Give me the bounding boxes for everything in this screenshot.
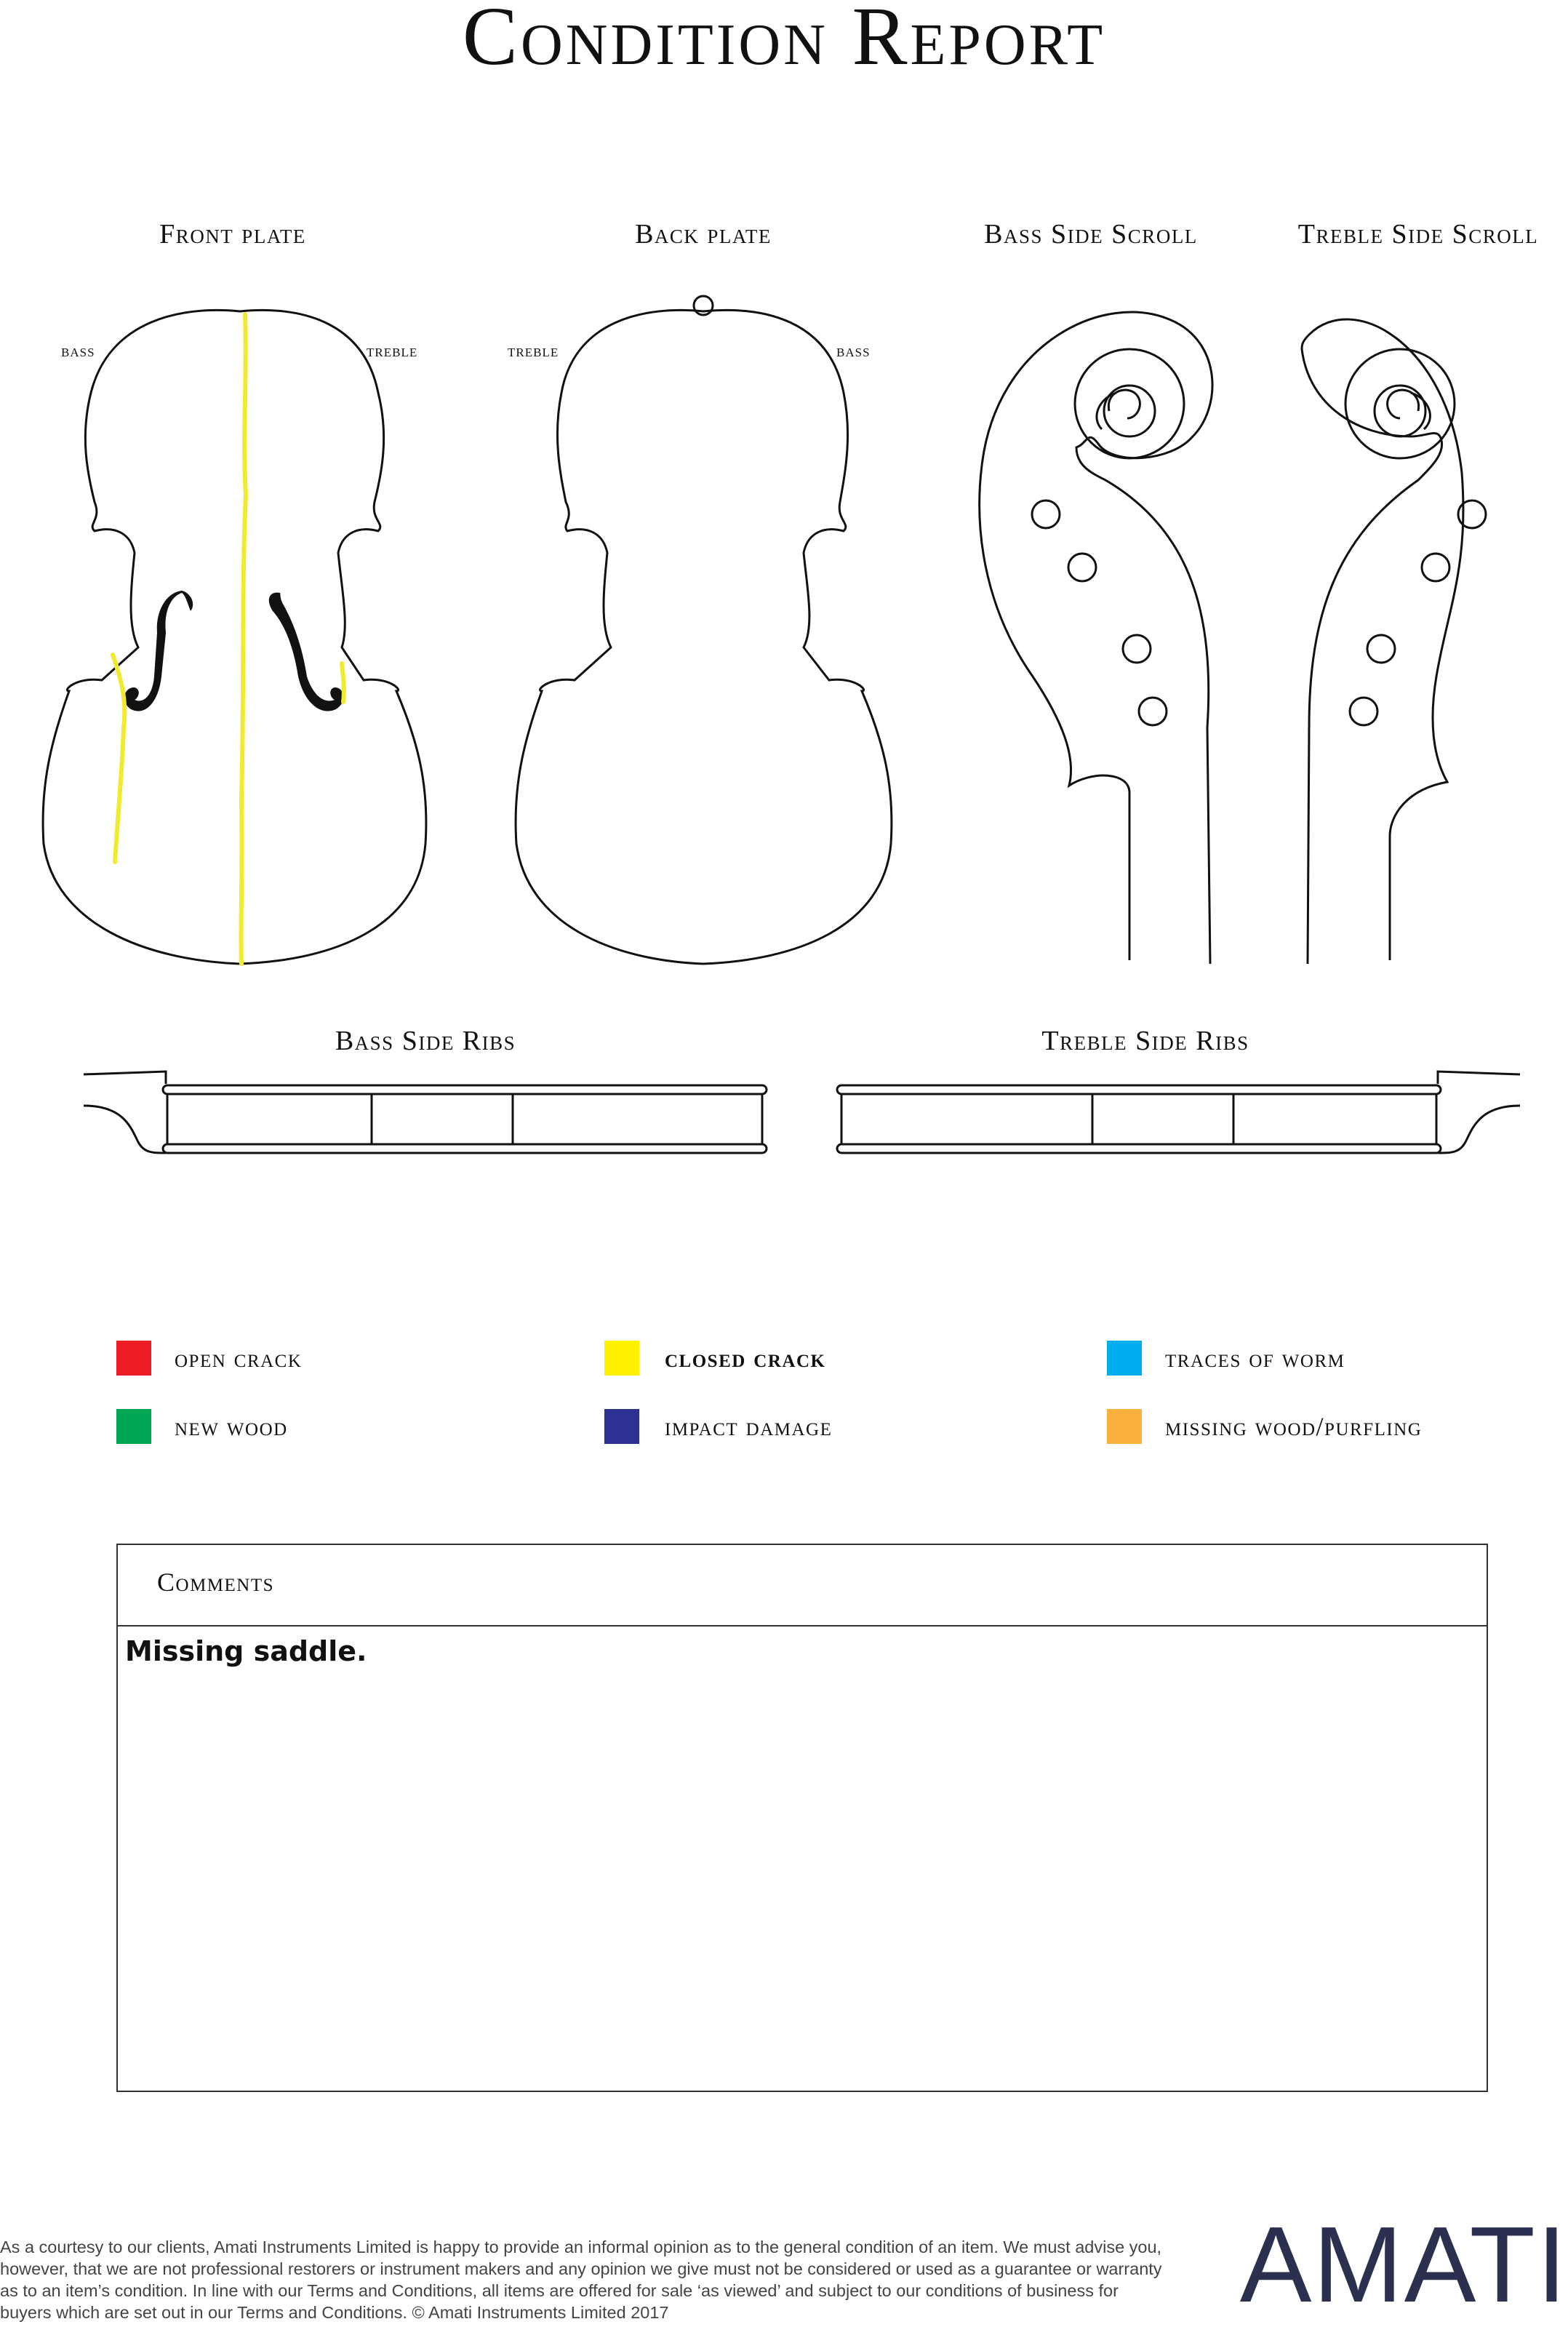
treble-side-ribs-label: Treble Side Ribs	[1041, 1026, 1249, 1056]
front-plate-label: Front plate	[159, 219, 306, 250]
back-treble-label: treble	[508, 342, 559, 361]
bass-side-ribs-label: Bass Side Ribs	[335, 1026, 516, 1056]
legend-swatch-traces-of-worm	[1107, 1341, 1142, 1376]
treble-side-scroll-label: Treble Side Scroll	[1297, 219, 1539, 250]
legend-label-new-wood: new wood	[175, 1412, 288, 1441]
closed-crack-markings	[113, 314, 344, 964]
front-plate-outline	[43, 310, 426, 964]
bass-side-ribs-outline	[84, 1071, 767, 1153]
bass-side-scroll-outline	[980, 312, 1212, 964]
legend-label-closed-crack: closed crack	[665, 1344, 826, 1373]
legend-label-impact-damage: impact damage	[665, 1412, 833, 1441]
back-plate-outline	[516, 296, 892, 964]
comments-text: Missing saddle.	[125, 1635, 367, 1667]
back-bass-label: bass	[836, 342, 871, 361]
treble-side-ribs-outline	[837, 1071, 1520, 1153]
disclaimer-text: As a courtesy to our clients, Amati Instruments Limited is happy to provide an informal opinion as to the general condition of an item. We must advise you, however, that we are not professional restorers or instrument makers and any opinion we give must not be considered or used as a guarantee or warranty as to an item’s condition. In line with our Terms and Conditions, all items are offered for sale ‘as viewed’ and subject to our conditions of business for buyers which are set out in our Terms and Conditions. © Amati Instruments Limited 2017	[0, 2238, 1162, 2322]
back-plate-label: Back plate	[635, 219, 772, 250]
comments-header	[118, 1545, 1487, 1626]
legend-swatch-open-crack	[116, 1341, 151, 1376]
front-bass-label: bass	[61, 342, 95, 361]
legend-label-open-crack: open crack	[175, 1344, 303, 1373]
amati-logo: AMATI	[1239, 2205, 1568, 2325]
legend-swatch-new-wood	[116, 1409, 151, 1444]
bass-side-scroll-label: Bass Side Scroll	[984, 219, 1198, 250]
legend-swatch-missing-wood-purfling	[1107, 1409, 1142, 1444]
treble-side-scroll-outline	[1302, 319, 1486, 964]
legend-swatch-impact-damage	[604, 1409, 639, 1444]
legend-swatch-closed-crack	[604, 1341, 639, 1376]
legend-label-missing-wood-purfling: missing wood/purfling	[1165, 1412, 1423, 1441]
legend-label-traces-of-worm: traces of worm	[1165, 1344, 1345, 1373]
comments-heading: Comments	[157, 1568, 275, 1597]
page-title: Condition Report	[462, 0, 1106, 82]
f-hole-treble	[269, 593, 344, 711]
comments-box	[116, 1544, 1488, 2092]
front-treble-label: treble	[367, 342, 418, 361]
